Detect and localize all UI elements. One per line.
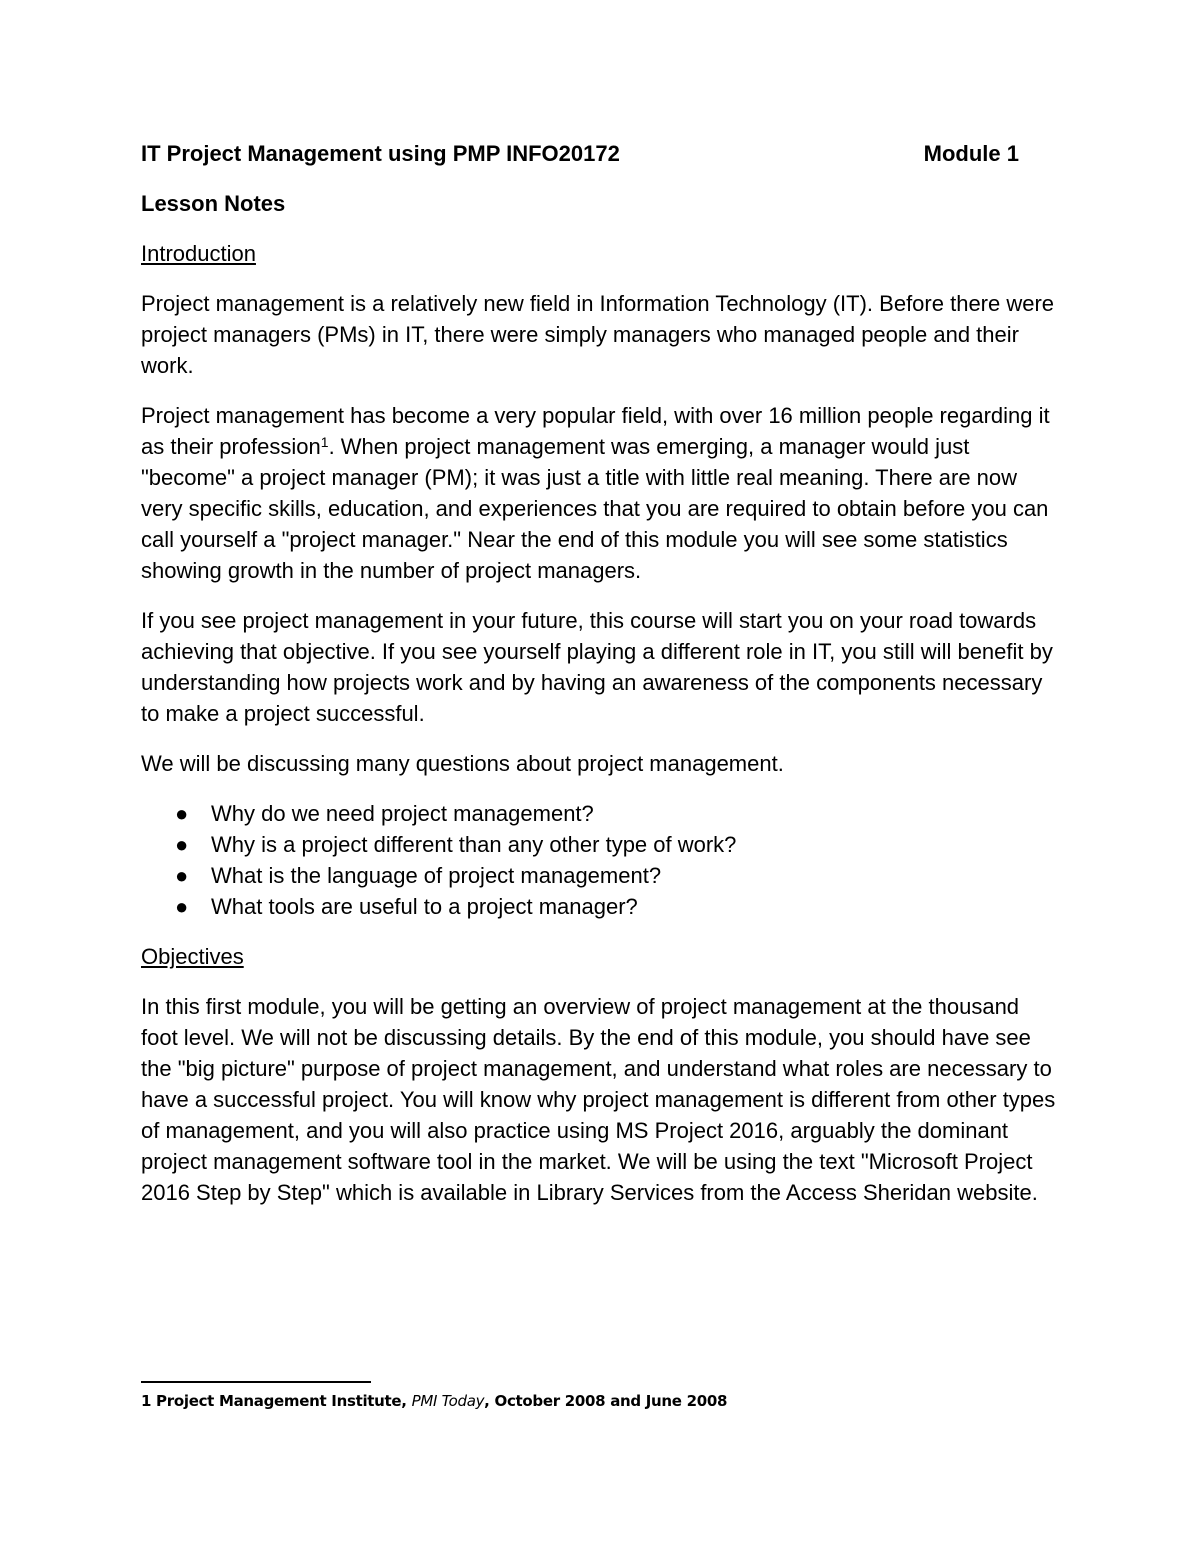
objectives-heading: Objectives bbox=[141, 944, 244, 969]
list-item bbox=[141, 829, 1061, 860]
introduction-paragraph-2-start: Project management has become a very popular field, with over 16 million people regarding it as their profession bbox=[141, 403, 1050, 459]
document-page bbox=[141, 138, 1061, 1227]
list-item-text: Why do we need project management? bbox=[211, 801, 594, 826]
footnote-publication: PMI Today bbox=[411, 1392, 485, 1410]
questions-list bbox=[141, 798, 1061, 922]
list-item bbox=[141, 860, 1061, 891]
list-item-text: What tools are useful to a project manager? bbox=[211, 894, 638, 919]
document-header bbox=[141, 138, 1019, 169]
footnote bbox=[141, 1389, 727, 1413]
introduction-paragraph-3: If you see project management in your future, this course will start you on your road towards achieving that objective. If you see yourself playing a different role in IT, you still will benefit by understanding how projects work and by having an awareness of the components necessary to make a project successful. bbox=[141, 608, 1053, 726]
lesson-notes-title: Lesson Notes bbox=[141, 191, 286, 216]
bullet-icon: ● bbox=[175, 832, 189, 857]
footnote-reference: 1 bbox=[320, 434, 329, 450]
list-item-text: What is the language of project management? bbox=[211, 863, 662, 888]
list-item bbox=[141, 891, 1061, 922]
objectives-paragraph-1: In this first module, you will be getting an overview of project management at the thousand foot level. We will not be discussing details. By the end of this module, you should have see the "big picture" purpose of project management, and understand what roles are necessary to have a successful project. You will know why project management is different from other types of management, and you will also practice using MS Project 2016, arguably the dominant project management software tool in the market. We will be using the text "Microsoft Project 2016 Step by Step" which is available in Library Services from the Access Sheridan website. bbox=[141, 994, 1056, 1205]
module-label: Module 1 bbox=[923, 141, 1019, 166]
course-title: IT Project Management using PMP INFO20172 bbox=[141, 141, 620, 166]
introduction-paragraph-4: We will be discussing many questions about project management. bbox=[141, 751, 784, 776]
list-item-text: Why is a project different than any other type of work? bbox=[211, 832, 737, 857]
introduction-paragraph-2-end: . When project management was emerging, a manager would just "become" a project manager (PM); it was just a title with little real meaning. There are now very specific skills, education, and experiences that you are required to obtain before you can call yourself a "project manager." Near the end of this module you will see some statistics showing growth in the number of project managers. bbox=[141, 434, 1049, 583]
footnote-dates: , October 2008 and June 2008 bbox=[484, 1392, 728, 1410]
bullet-icon: ● bbox=[175, 801, 189, 826]
introduction-paragraph-1: Project management is a relatively new field in Information Technology (IT). Before there were project managers (PMs) in IT, there were simply managers who managed people and their work. bbox=[141, 291, 1055, 378]
introduction-heading: Introduction bbox=[141, 241, 256, 266]
footnote-separator bbox=[141, 1381, 371, 1383]
list-item bbox=[141, 798, 1061, 829]
bullet-icon: ● bbox=[175, 863, 189, 888]
introduction-paragraph-2 bbox=[141, 400, 1061, 586]
bullet-icon: ● bbox=[175, 894, 189, 919]
footnote-source: 1 Project Management Institute, bbox=[141, 1392, 412, 1410]
